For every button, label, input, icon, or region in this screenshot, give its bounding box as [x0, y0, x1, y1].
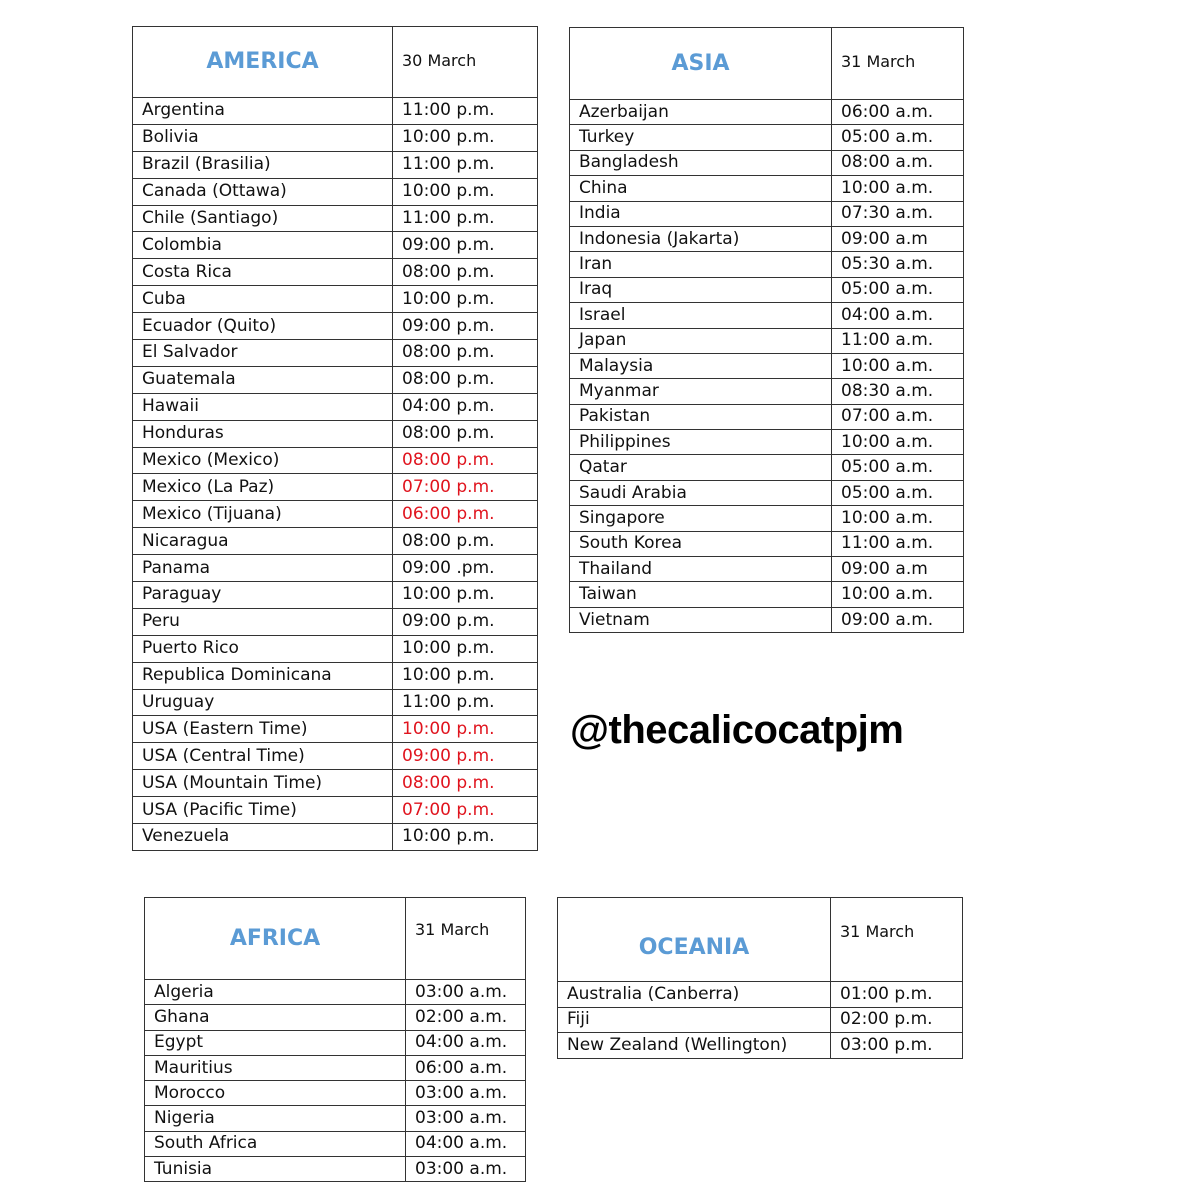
region-title: OCEANIA: [558, 898, 831, 982]
country-cell: Tunisia: [145, 1157, 406, 1182]
time-cell: 10:00 p.m.: [393, 824, 538, 851]
table-row: [133, 662, 538, 689]
time-cell: 09:00 a.m.: [832, 607, 964, 632]
country-cell: Morocco: [145, 1081, 406, 1106]
time-cell: 01:00 p.m.: [831, 982, 963, 1008]
time-cell: 11:00 p.m.: [393, 689, 538, 716]
time-cell: 09:00 p.m.: [393, 608, 538, 635]
time-cell: 08:00 p.m.: [393, 340, 538, 367]
table-row: [133, 474, 538, 501]
table-row: [133, 98, 538, 125]
country-cell: India: [570, 201, 832, 226]
time-cell: 08:00 p.m.: [393, 259, 538, 286]
table-row: [145, 1106, 526, 1131]
country-cell: Malaysia: [570, 353, 832, 378]
country-cell: Peru: [133, 608, 393, 635]
country-cell: Brazil (Brasilia): [133, 151, 393, 178]
country-cell: Mauritius: [145, 1055, 406, 1080]
time-cell: 04:00 a.m.: [832, 303, 964, 328]
country-cell: Qatar: [570, 455, 832, 480]
country-cell: USA (Mountain Time): [133, 770, 393, 797]
country-cell: Puerto Rico: [133, 635, 393, 662]
table-row: [133, 501, 538, 528]
country-cell: Nicaragua: [133, 528, 393, 555]
table-row: [570, 303, 964, 328]
region-title: ASIA: [570, 28, 832, 100]
table-row: [558, 1007, 963, 1033]
time-cell: 09:00 a.m: [832, 226, 964, 251]
region-title: AFRICA: [145, 898, 406, 980]
table-row: [570, 557, 964, 582]
time-cell: 02:00 a.m.: [406, 1005, 526, 1030]
time-cell: 05:00 a.m.: [832, 455, 964, 480]
table-row: [133, 340, 538, 367]
table-row: [133, 608, 538, 635]
time-cell: 11:00 p.m.: [393, 151, 538, 178]
table-row: [133, 743, 538, 770]
country-cell: USA (Central Time): [133, 743, 393, 770]
country-cell: Thailand: [570, 557, 832, 582]
table-row: [570, 277, 964, 302]
country-cell: South Korea: [570, 531, 832, 556]
table-row: [133, 259, 538, 286]
table-row: [145, 1030, 526, 1055]
time-cell: 06:00 a.m.: [832, 100, 964, 125]
country-cell: Cuba: [133, 286, 393, 313]
country-cell: China: [570, 176, 832, 201]
time-cell: 10:00 a.m.: [832, 582, 964, 607]
table-row: [133, 286, 538, 313]
country-cell: Chile (Santiago): [133, 205, 393, 232]
table-row: [133, 635, 538, 662]
country-cell: El Salvador: [133, 340, 393, 367]
time-cell: 09:00 p.m.: [393, 743, 538, 770]
country-cell: Canada (Ottawa): [133, 178, 393, 205]
time-cell: 08:00 p.m.: [393, 447, 538, 474]
time-cell: 05:00 a.m.: [832, 480, 964, 505]
country-cell: Guatemala: [133, 366, 393, 393]
table-row: [133, 124, 538, 151]
table-row: [570, 404, 964, 429]
oceania-table: [557, 897, 963, 1059]
table-row: [133, 770, 538, 797]
time-cell: 10:00 a.m.: [832, 176, 964, 201]
table-row: [570, 176, 964, 201]
table-row: [570, 125, 964, 150]
table-row: [570, 226, 964, 251]
america-header-row: [133, 27, 538, 98]
time-cell: 09:00 .pm.: [393, 555, 538, 582]
country-cell: Iran: [570, 252, 832, 277]
table-row: [133, 582, 538, 609]
time-cell: 04:00 a.m.: [406, 1030, 526, 1055]
time-cell: 11:00 p.m.: [393, 205, 538, 232]
country-cell: Honduras: [133, 420, 393, 447]
table-row: [558, 1033, 963, 1059]
country-cell: Venezuela: [133, 824, 393, 851]
country-cell: New Zealand (Wellington): [558, 1033, 831, 1059]
oceania-header-row: [558, 898, 963, 982]
table-row: [570, 455, 964, 480]
time-cell: 06:00 p.m.: [393, 501, 538, 528]
time-cell: 09:00 p.m.: [393, 232, 538, 259]
country-cell: Israel: [570, 303, 832, 328]
country-cell: USA (Pacific Time): [133, 797, 393, 824]
date-label: 31 March: [406, 898, 526, 980]
table-row: [145, 1005, 526, 1030]
time-cell: 05:00 a.m.: [832, 125, 964, 150]
country-cell: Paraguay: [133, 582, 393, 609]
time-cell: 03:00 a.m.: [406, 1081, 526, 1106]
country-cell: Nigeria: [145, 1106, 406, 1131]
table-row: [133, 447, 538, 474]
country-cell: Mexico (Tijuana): [133, 501, 393, 528]
asia-header-row: [570, 28, 964, 100]
table-row: [133, 366, 538, 393]
country-cell: Australia (Canberra): [558, 982, 831, 1008]
table-row: [133, 178, 538, 205]
table-row: [133, 824, 538, 851]
table-row: [133, 689, 538, 716]
country-cell: Argentina: [133, 98, 393, 125]
time-cell: 03:00 p.m.: [831, 1033, 963, 1059]
time-cell: 10:00 a.m.: [832, 353, 964, 378]
country-cell: Philippines: [570, 430, 832, 455]
country-cell: Algeria: [145, 980, 406, 1005]
country-cell: Myanmar: [570, 379, 832, 404]
time-cell: 11:00 p.m.: [393, 98, 538, 125]
country-cell: USA (Eastern Time): [133, 716, 393, 743]
table-row: [570, 201, 964, 226]
country-cell: Indonesia (Jakarta): [570, 226, 832, 251]
time-cell: 10:00 p.m.: [393, 124, 538, 151]
country-cell: Egypt: [145, 1030, 406, 1055]
table-row: [133, 716, 538, 743]
table-row: [570, 100, 964, 125]
time-cell: 10:00 p.m.: [393, 178, 538, 205]
time-cell: 10:00 p.m.: [393, 582, 538, 609]
time-cell: 07:30 a.m.: [832, 201, 964, 226]
country-cell: Taiwan: [570, 582, 832, 607]
country-cell: Turkey: [570, 125, 832, 150]
time-cell: 02:00 p.m.: [831, 1007, 963, 1033]
time-cell: 10:00 p.m.: [393, 662, 538, 689]
time-cell: 09:00 p.m.: [393, 313, 538, 340]
table-row: [145, 1131, 526, 1156]
table-row: [133, 232, 538, 259]
time-cell: 10:00 p.m.: [393, 716, 538, 743]
country-cell: Ecuador (Quito): [133, 313, 393, 340]
table-row: [570, 607, 964, 632]
country-cell: Uruguay: [133, 689, 393, 716]
table-row: [570, 379, 964, 404]
time-cell: 08:30 a.m.: [832, 379, 964, 404]
table-row: [570, 150, 964, 175]
time-cell: 06:00 a.m.: [406, 1055, 526, 1080]
table-row: [145, 1157, 526, 1182]
country-cell: Vietnam: [570, 607, 832, 632]
table-row: [133, 797, 538, 824]
table-row: [133, 151, 538, 178]
time-cell: 05:00 a.m.: [832, 277, 964, 302]
table-row: [570, 430, 964, 455]
country-cell: Fiji: [558, 1007, 831, 1033]
time-cell: 04:00 a.m.: [406, 1131, 526, 1156]
country-cell: Republica Dominicana: [133, 662, 393, 689]
time-cell: 05:30 a.m.: [832, 252, 964, 277]
country-cell: Iraq: [570, 277, 832, 302]
watermark-handle: @thecalicocatpjm: [570, 708, 904, 752]
country-cell: Ghana: [145, 1005, 406, 1030]
time-cell: 10:00 a.m.: [832, 506, 964, 531]
time-cell: 11:00 a.m.: [832, 328, 964, 353]
table-row: [570, 506, 964, 531]
table-row: [570, 480, 964, 505]
time-cell: 08:00 a.m.: [832, 150, 964, 175]
africa-header-row: [145, 898, 526, 980]
table-row: [570, 582, 964, 607]
america-table: [132, 26, 538, 851]
country-cell: Bolivia: [133, 124, 393, 151]
time-cell: 07:00 p.m.: [393, 474, 538, 501]
country-cell: Bangladesh: [570, 150, 832, 175]
country-cell: Pakistan: [570, 404, 832, 429]
time-cell: 11:00 a.m.: [832, 531, 964, 556]
time-cell: 07:00 p.m.: [393, 797, 538, 824]
country-cell: Hawaii: [133, 393, 393, 420]
table-row: [145, 980, 526, 1005]
table-row: [133, 393, 538, 420]
date-label: 31 March: [832, 28, 964, 100]
africa-table: [144, 897, 526, 1182]
date-label: 31 March: [831, 898, 963, 982]
table-row: [133, 205, 538, 232]
country-cell: Mexico (Mexico): [133, 447, 393, 474]
time-cell: 08:00 p.m.: [393, 366, 538, 393]
table-row: [133, 528, 538, 555]
country-cell: Japan: [570, 328, 832, 353]
table-row: [145, 1081, 526, 1106]
time-cell: 09:00 a.m: [832, 557, 964, 582]
time-cell: 03:00 a.m.: [406, 1106, 526, 1131]
time-cell: 07:00 a.m.: [832, 404, 964, 429]
time-cell: 04:00 p.m.: [393, 393, 538, 420]
table-row: [570, 353, 964, 378]
country-cell: Mexico (La Paz): [133, 474, 393, 501]
country-cell: South Africa: [145, 1131, 406, 1156]
date-label: 30 March: [393, 27, 538, 98]
time-cell: 08:00 p.m.: [393, 770, 538, 797]
time-cell: 10:00 p.m.: [393, 635, 538, 662]
time-cell: 03:00 a.m.: [406, 1157, 526, 1182]
time-cell: 08:00 p.m.: [393, 528, 538, 555]
country-cell: Panama: [133, 555, 393, 582]
asia-table: [569, 27, 964, 633]
country-cell: Colombia: [133, 232, 393, 259]
table-row: [570, 252, 964, 277]
time-cell: 10:00 a.m.: [832, 430, 964, 455]
country-cell: Singapore: [570, 506, 832, 531]
table-row: [133, 313, 538, 340]
region-title: AMERICA: [133, 27, 393, 98]
table-row: [145, 1055, 526, 1080]
country-cell: Costa Rica: [133, 259, 393, 286]
time-cell: 03:00 a.m.: [406, 980, 526, 1005]
table-row: [570, 531, 964, 556]
time-cell: 08:00 p.m.: [393, 420, 538, 447]
time-cell: 10:00 p.m.: [393, 286, 538, 313]
country-cell: Saudi Arabia: [570, 480, 832, 505]
country-cell: Azerbaijan: [570, 100, 832, 125]
table-row: [133, 555, 538, 582]
table-row: [570, 328, 964, 353]
table-row: [133, 420, 538, 447]
table-row: [558, 982, 963, 1008]
